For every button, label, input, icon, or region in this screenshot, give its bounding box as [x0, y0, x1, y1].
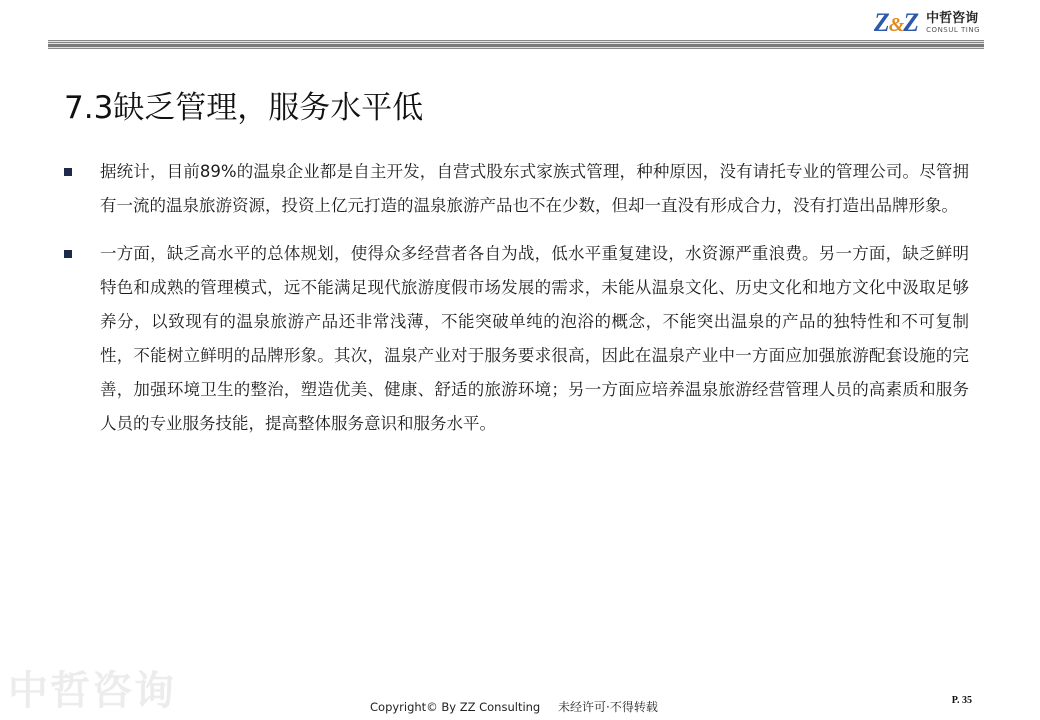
bullet-item: [64, 155, 969, 223]
watermark: 中哲咨询: [8, 668, 176, 714]
bullet-text: 据统计，目前89%的温泉企业都是自主开发，自营式股东式家族式管理，种种原因，没有请托专业的管理公司。尽管拥有一流的温泉旅游资源，投资上亿元打造的温泉旅游产品也不在少数，但却一直没有形成合力，没有打造出品牌形象。: [100, 162, 969, 215]
slide-title: 7.3缺乏管理，服务水平低: [64, 90, 424, 126]
square-bullet-icon: [64, 250, 72, 258]
footer-notice: 未经许可·不得转载: [558, 700, 658, 714]
bullet-item: [64, 237, 969, 441]
logo-text: [926, 12, 980, 34]
header-rule-accent: [48, 44, 984, 47]
slide-content: [64, 155, 969, 455]
bullet-text: 一方面，缺乏高水平的总体规划，使得众多经营者各自为战，低水平重复建设，水资源严重浪费。另一方面，缺乏鲜明特色和成熟的管理模式，远不能满足现代旅游度假市场发展的需求，未能从温泉文化、历史文化和地方文化中汲取足够养分，以致现有的温泉旅游产品还非常浅薄，不能突破单纯的泡浴的概念，不能突出温泉的产品的独特性和不可复制性，不能树立鲜明的品牌形象。其次，温泉产业对于服务要求很高，因此在温泉产业中一方面应加强旅游配套设施的完善，加强环境卫生的整治，塑造优美、健康、舒适的旅游环境；另一方面应培养温泉旅游经营管理人员的高素质和服务人员的专业服务技能，提高整体服务意识和服务水平。: [100, 244, 969, 433]
footer-copyright: Copyright© By ZZ Consulting: [370, 700, 541, 714]
logo-cn: 中哲咨询: [926, 11, 979, 26]
logo-mark: Z&Z: [873, 8, 919, 37]
logo-en: CONSUL TING: [926, 26, 980, 34]
page-number: P. 35: [951, 695, 972, 706]
square-bullet-icon: [64, 168, 72, 176]
company-logo: [874, 8, 980, 38]
